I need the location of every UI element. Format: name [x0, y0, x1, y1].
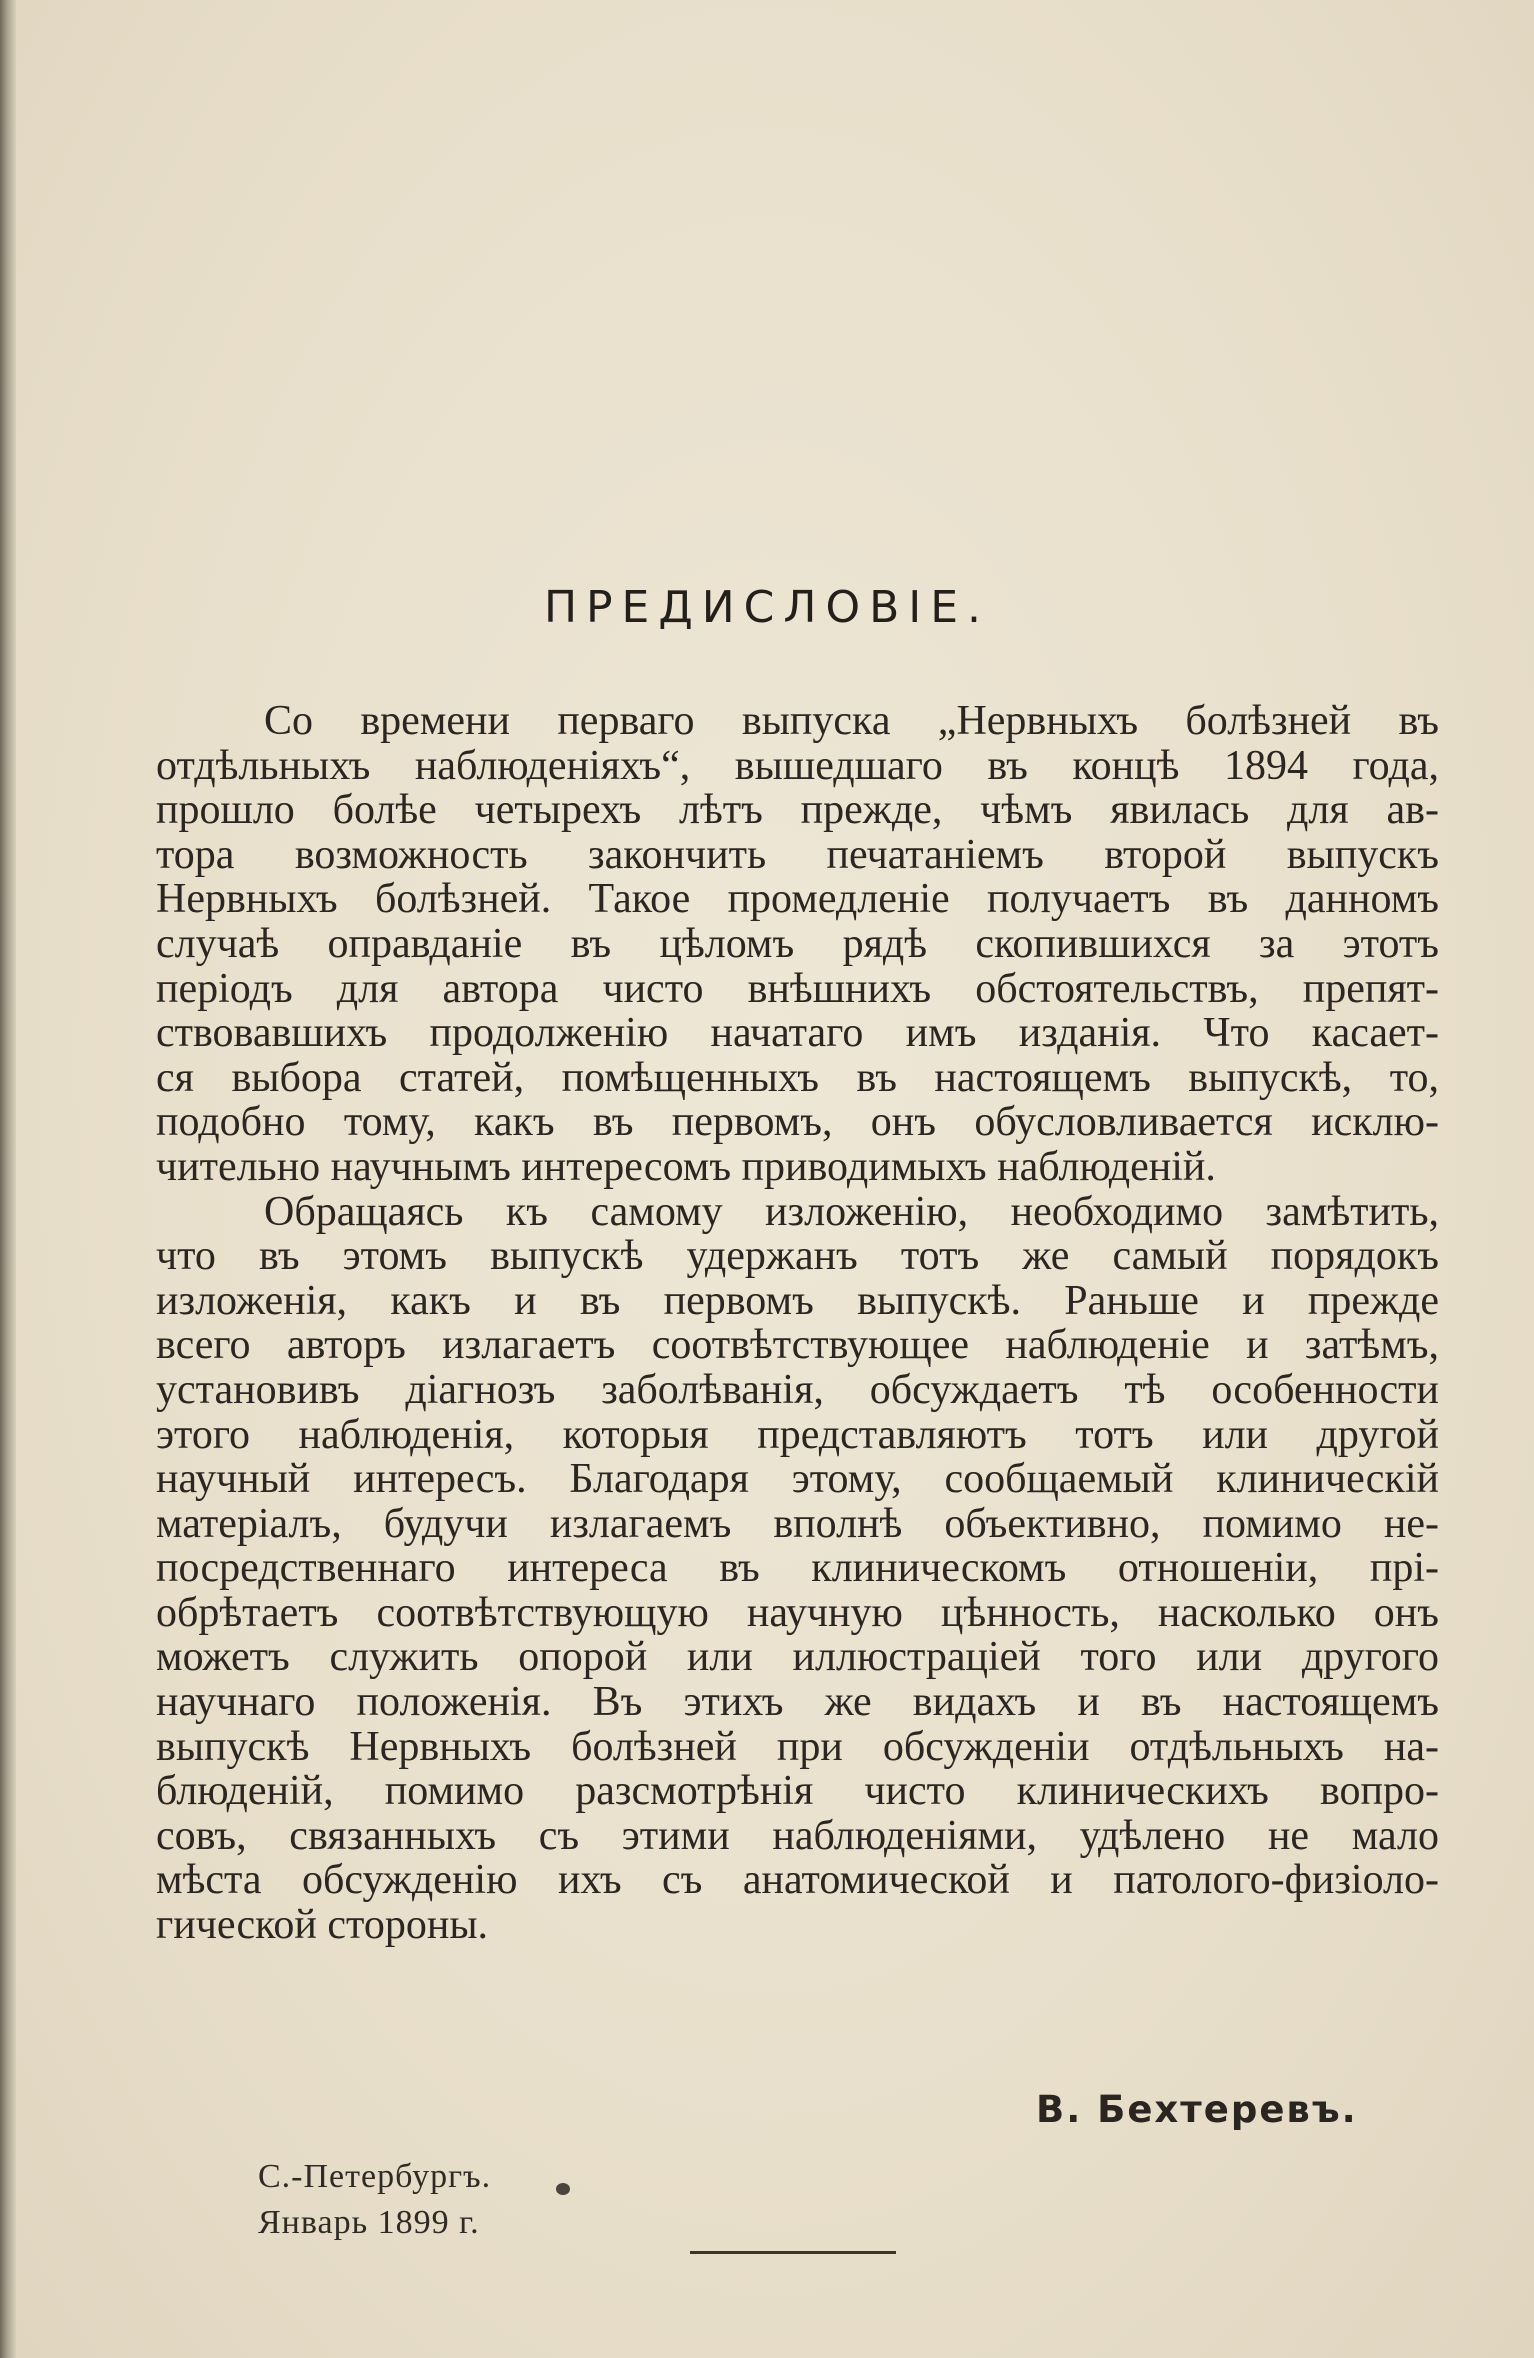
paragraph-1: [156, 699, 1439, 1190]
paragraph-1-line: Нервныхъ болѣзней. Такое промедленіе получаетъ въ данномъ: [156, 876, 1439, 923]
paragraph-1-line: тора возможность закончить печатаніемъ второй выпускъ: [156, 831, 1439, 878]
paragraph-2-line: изложенія, какъ и въ первомъ выпускѣ. Раньше и прежде: [156, 1277, 1439, 1324]
paragraph-2: [156, 1190, 1439, 1948]
paragraph-1-line: отдѣльныхъ наблюденіяхъ“, вышедшаго въ концѣ 1894 года,: [156, 742, 1439, 789]
preface-body: [156, 699, 1439, 1948]
paragraph-2-line: что въ этомъ выпускѣ удержанъ тотъ же самый порядокъ: [156, 1233, 1439, 1280]
paragraph-2-line: мѣста обсужденію ихъ съ анатомической и патолого-физіоло-: [156, 1857, 1439, 1904]
paragraph-1-line: подобно тому, какъ въ первомъ, онъ обусловливается исклю-: [156, 1099, 1439, 1146]
author-signature: В. Бехтеревъ.: [1036, 2088, 1358, 2131]
closing-rule: [690, 2251, 896, 2254]
paragraph-1-line: Со времени перваго выпуска „Нервныхъ болѣзней въ: [264, 698, 1439, 744]
paragraph-2-line: этого наблюденія, которыя представляютъ тотъ или другой: [156, 1411, 1439, 1458]
paragraph-1-line: ся выбора статей, помѣщенныхъ въ настоящемъ выпускѣ, то,: [156, 1054, 1439, 1101]
paragraph-1-line: прошло болѣе четырехъ лѣтъ прежде, чѣмъ явилась для ав-: [156, 787, 1439, 834]
paragraph-2-line: научный интересъ. Благодаря этому, сообщаемый клиническій: [156, 1456, 1439, 1503]
paragraph-2-line: можетъ служить опорой или иллюстраціей того или другого: [156, 1634, 1439, 1681]
paragraph-2-line: Обращаясь къ самому изложенію, необходимо замѣтить,: [264, 1188, 1439, 1235]
paragraph-2-line: всего авторъ излагаетъ соотвѣтствующее наблюденіе и затѣмъ,: [156, 1322, 1439, 1369]
date-line: Январь 1899 г.: [258, 2204, 480, 2241]
paragraph-2-line: матеріалъ, будучи излагаемъ вполнѣ объективно, помимо не-: [156, 1500, 1439, 1547]
paragraph-2-line: совъ, связанныхъ съ этими наблюденіями, удѣлено не мало: [156, 1812, 1439, 1859]
paragraph-1-line: чительно научнымъ интересомъ приводимыхъ наблюденій.: [156, 1143, 1216, 1190]
page-edge: [0, 0, 16, 2358]
paragraph-2-line: научнаго положенія. Въ этихъ же видахъ и въ настоящемъ: [156, 1679, 1439, 1726]
paragraph-2-line: выпускѣ Нервныхъ болѣзней при обсужденіи отдѣльныхъ на-: [156, 1723, 1439, 1770]
paragraph-2-line: посредственнаго интереса въ клиническомъ отношеніи, прі-: [156, 1545, 1439, 1592]
ink-blot: [556, 2183, 570, 2195]
place-and-date: [258, 2154, 491, 2246]
page-title: ПРЕДИСЛОВІЕ.: [543, 582, 991, 633]
place-line: С.-Петербургъ.: [258, 2158, 492, 2195]
paragraph-1-line: случаѣ оправданіе въ цѣломъ рядѣ скопившихся за этотъ: [156, 920, 1439, 967]
paragraph-1-line: ствовавшихъ продолженію начатаго имъ изданія. Что касает-: [156, 1010, 1439, 1057]
paragraph-2-line: установивъ діагнозъ заболѣванія, обсуждаетъ тѣ особенности: [156, 1366, 1439, 1413]
paragraph-2-line: гической стороны.: [156, 1902, 489, 1949]
paragraph-2-line: обрѣтаетъ соотвѣтствующую научную цѣнность, насколько онъ: [156, 1589, 1439, 1636]
paragraph-2-line: блюденій, помимо разсмотрѣнія чисто клиническихъ вопро-: [156, 1768, 1439, 1815]
paragraph-1-line: періодъ для автора чисто внѣшнихъ обстоятельствъ, препят-: [156, 965, 1439, 1012]
